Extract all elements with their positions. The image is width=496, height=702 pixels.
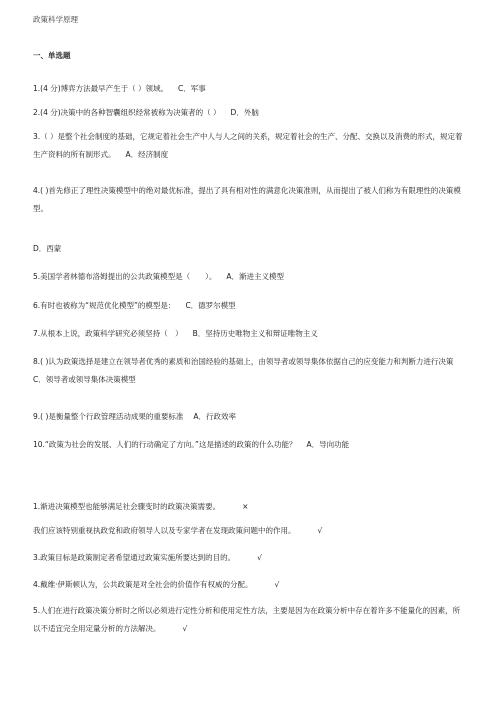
question-text: 7.从根本上说，政策科学研究必须坚持（ ） bbox=[33, 329, 183, 338]
section-heading: 一、单选题 bbox=[33, 51, 71, 60]
question-7 bbox=[33, 329, 318, 339]
question-9 bbox=[33, 412, 236, 422]
question-6 bbox=[33, 301, 236, 311]
judgment-mark: √ bbox=[317, 526, 323, 535]
question-1 bbox=[33, 84, 206, 94]
judgment-text: 4.戴维·伊斯顿认为，公共政策是对全社会的价值作有权威的分配。 bbox=[33, 580, 253, 589]
judgment-4 bbox=[33, 580, 279, 590]
question-answer: A．经济制度 bbox=[125, 150, 169, 159]
question-4-answer: D．西蒙 bbox=[33, 244, 62, 253]
judgment-text: 3.政策目标是政策制定者希望通过政策实施所要达到的目的。 bbox=[33, 553, 236, 562]
question-text: 10.“政策为社会的发展、人们的行动确定了方向。”这是描述的政策的什么功能？ bbox=[33, 440, 297, 449]
question-answer: A．导向功能 bbox=[306, 440, 350, 449]
question-10 bbox=[33, 440, 349, 450]
question-text: 4.( )首先修正了理性决策模型中的绝对最优标准，提出了具有相对性的满意化决策准则，从而提出了被人们称为有限理性的决策模型。 bbox=[33, 186, 461, 213]
judgment-3 bbox=[33, 553, 262, 563]
question-text: 3.（ ）是整个社会制度的基础，它规定着社会生产中人与人之间的关系，规定着社会的生产、分配、交换以及消费的形式，规定着生产资料的所有制形式。 bbox=[33, 132, 463, 159]
judgment-text: 5.人们在进行政策决策分析时之所以必须进行定性分析和使用定性方法，主要是因为在政策分析中存在着许多不能量化的因素，所以不适宜完全用定量分析的方法解决。 bbox=[33, 606, 461, 633]
question-text: 2.(4 分)决策中的各种智囊组织经常被称为决策者的（ ） bbox=[33, 108, 221, 117]
question-text: 5.美国学者林德布洛姆提出的公共政策模型是（ ）。 bbox=[33, 272, 217, 281]
judgment-text: 1.渐进决策模型也能够满足社会骤变时的政策决策需要。 bbox=[33, 502, 221, 511]
document-title: 政策科学原理 bbox=[33, 15, 78, 24]
judgment-mark: × bbox=[242, 502, 249, 511]
judgment-text: 我们应该特别重视执政党和政府领导人以及专家学者在发现政策问题中的作用。 bbox=[33, 526, 296, 535]
question-answer: A．行政效率 bbox=[193, 412, 237, 421]
judgment-5 bbox=[33, 602, 465, 638]
question-answer: C．军事 bbox=[178, 84, 206, 93]
judgment-1 bbox=[33, 502, 248, 512]
judgment-mark: √ bbox=[274, 580, 280, 589]
question-3 bbox=[33, 128, 465, 164]
question-text: 1.(4 分)博弈方法最早产生于（ ）领域。 bbox=[33, 84, 169, 93]
question-answer: D．外脑 bbox=[230, 108, 259, 117]
question-5 bbox=[33, 272, 284, 282]
question-4 bbox=[33, 182, 465, 218]
question-text: 9.( )是衡量整个行政管理活动成果的重要标准 bbox=[33, 412, 184, 421]
question-answer: B．坚持历史唯物主义和辩证唯物主义 bbox=[192, 329, 318, 338]
question-text: 8.( )认为政策选择是建立在领导者优秀的素质和治国经验的基础上，由领导者或领导集体依据自己的应变能力和判断力进行决策 C．领导者或领导集体决策模型 bbox=[33, 357, 454, 384]
question-answer: A．渐进主义模型 bbox=[226, 272, 285, 281]
judgment-2 bbox=[33, 526, 322, 536]
question-answer: C．德罗尔模型 bbox=[185, 301, 236, 310]
question-text: 6.有时也被称为“规范优化模型”的模型是： bbox=[33, 301, 176, 310]
question-8 bbox=[33, 353, 465, 389]
question-2 bbox=[33, 108, 259, 118]
judgment-mark: √ bbox=[257, 553, 262, 562]
judgment-mark: √ bbox=[182, 624, 188, 633]
